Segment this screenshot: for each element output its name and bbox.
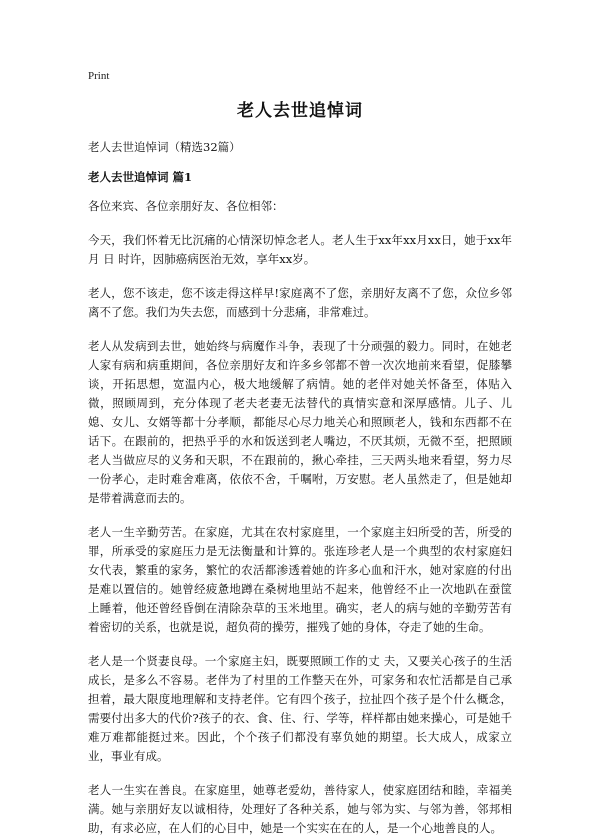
paragraph-hardwork: 老人一生辛勤劳苦。在家庭，尤其在农村家庭里，一个家庭主妇所受的苦，所受的罪，所承受的家庭压力是无法衡量和计算的。张连珍老人是一个典型的农村家庭妇女代表，繁重的家务，繁忙的农活都渗透着她的许多心血和汗水，她对家庭的付出是难以置信的。她曾经疲惫地蹲在桑树地里站不起来，他曾经不止一次地趴在蚕筐上睡着，他还曾经昏倒在清除杂草的玉米地里。确实，老人的病与她的辛勤劳苦有着密切的关系，也就是说，超负荷的操劳，摧残了她的身体，夺走了她的生命。 [88, 525, 512, 634]
paragraph-kindness: 老人一生实在善良。在家庭里，她尊老爱幼，善待家人，使家庭团结和睦，幸福美满。她与亲朋好友以诚相待，处理好了各种关系，她与邻为实、与邻为善，邻邦相助，有求必应，在人们的心目中，她是一个实实在在的人，是一个心地善良的人。 [88, 783, 512, 835]
paragraph-greeting: 各位来宾、各位亲朋好友、各位相邻： [88, 199, 284, 213]
document-subtitle: 老人去世追悼词（精选32篇） [88, 140, 241, 154]
section-heading: 老人去世追悼词 篇1 [88, 170, 193, 184]
paragraph-good-mother: 老人是一个贤妻良母。一个家庭主妇，既要照顾工作的丈 夫，又要关心孩子的生活成长，是多么不容易。老伴为了村里的工作整天在外，可家务和农忙活都是自己承担着，最大限度地理解和支持老伴。它有四个孩子，拉扯四个孩子是个什么概念，需要付出多大的代价?孩子的衣、食、住、行、学等，样样都由她来操心，可是她千难万难都能挺过来。因此，个个孩子们都没有辜负她的期望。长大成人，成家立业，事业有成。 [88, 654, 512, 763]
paragraph-lament: 老人，您不该走，您不该走得这样早!家庭离不了您，亲朋好友离不了您，众位乡邻离不了您。我们为失去您，而感到十分悲痛，非常难过。 [88, 286, 512, 319]
document-title: 老人去世追悼词 [237, 101, 363, 121]
print-label: Print [88, 70, 110, 82]
paragraph-intro: 今天，我们怀着无比沉痛的心情深切悼念老人。老人生于xx年xx月xx日，她于xx年 月 日 时许，因肺癌病医治无效，享年xx岁。 [88, 233, 512, 266]
paragraph-illness: 老人从发病到去世，她始终与病魔作斗争，表现了十分顽强的毅力。同时，在她老人家有病和病重期间，各位亲朋好友和许多乡邻都不曾一次次地前来看望，促膝攀谈，开拓思想，宽温内心，极大地缓解了病情。她的老伴对她关怀备至，体贴入微，照顾周到，充分体现了老夫老妻无法替代的真情实意和深厚感情。儿子、儿媳、女儿、女婿等都十分孝顺，都能尽心尽力地关心和照顾老人，钱和东西都不在话下。在跟前的，把热乎乎的水和饭送到老人嘴边，不厌其烦，无微不至，把照顾老人当做应尽的义务和天职，不在跟前的，揪心牵挂，三天两头地来看望，努力尽一份孝心，走时难舍难离，依依不舍，千嘱咐，万安慰。老人虽然走了，但是她却是带着满意而去的。 [88, 339, 512, 505]
